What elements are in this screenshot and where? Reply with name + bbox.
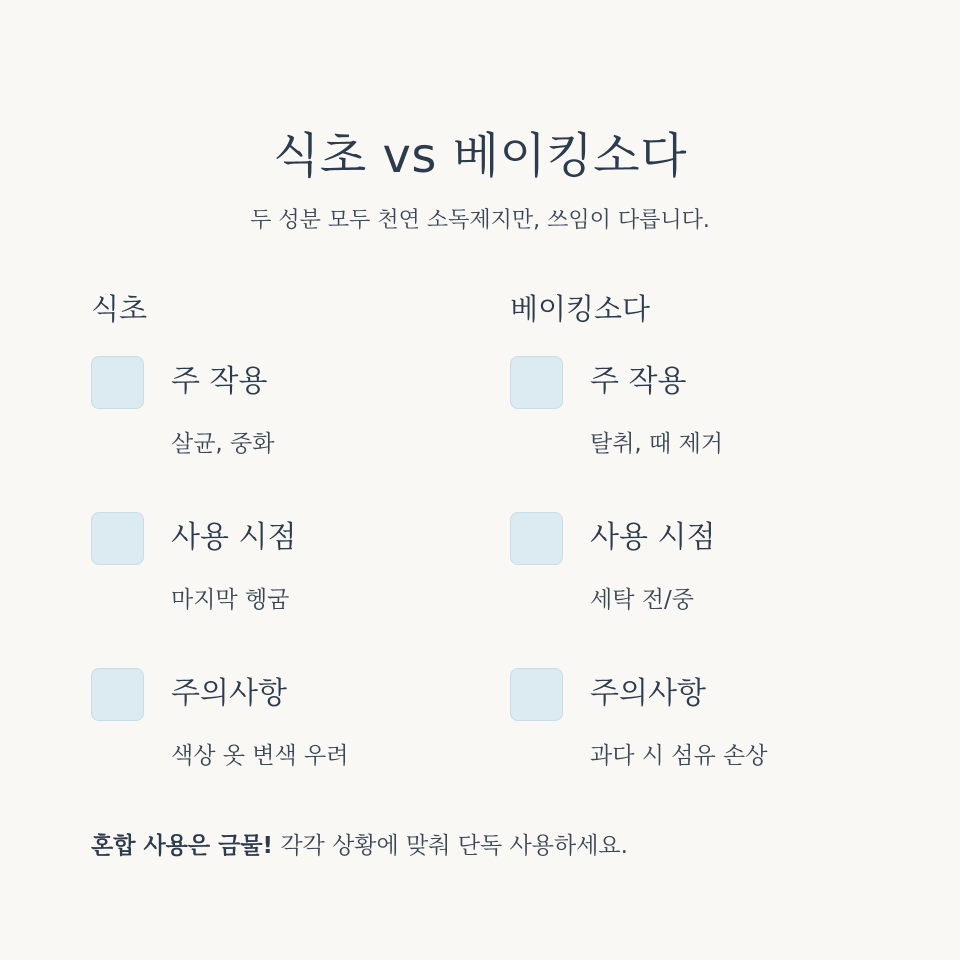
item-description: 세탁 전/중 [590, 587, 694, 613]
placeholder-box-icon [91, 668, 144, 721]
item-label: 주의사항 [590, 676, 706, 711]
column-baking-soda [510, 290, 910, 769]
placeholder-box-icon [91, 356, 144, 409]
column-vinegar [91, 290, 491, 769]
placeholder-box-icon [510, 512, 563, 565]
info-item-main-action [510, 356, 910, 476]
item-label: 주 작용 [171, 364, 268, 399]
item-description: 색상 옷 변색 우려 [171, 743, 349, 769]
column-heading: 식초 [91, 292, 148, 326]
item-description: 마지막 헹굼 [171, 587, 290, 613]
item-label: 사용 시점 [171, 520, 297, 555]
placeholder-box-icon [510, 668, 563, 721]
info-item-main-action [91, 356, 491, 476]
placeholder-box-icon [91, 512, 144, 565]
column-heading: 베이킹소다 [510, 292, 651, 326]
item-label: 사용 시점 [590, 520, 716, 555]
info-item-caution [510, 668, 910, 788]
page-title: 식초 vs 베이킹소다 [272, 128, 687, 185]
footer-warning: 혼합 사용은 금물! [91, 833, 274, 859]
item-description: 탈취, 때 제거 [590, 431, 724, 457]
info-item-usage-timing [510, 512, 910, 632]
info-item-caution [91, 668, 491, 788]
item-description: 과다 시 섬유 손상 [590, 743, 768, 769]
item-label: 주의사항 [171, 676, 287, 711]
item-label: 주 작용 [590, 364, 687, 399]
item-description: 살균, 중화 [171, 431, 275, 457]
placeholder-box-icon [510, 356, 563, 409]
page-subtitle: 두 성분 모두 천연 소독제지만, 쓰임이 다릅니다. [250, 208, 710, 233]
footer-text: 각각 상황에 맞춰 단독 사용하세요. [273, 833, 628, 859]
footer-note [91, 830, 628, 862]
info-item-usage-timing [91, 512, 491, 632]
